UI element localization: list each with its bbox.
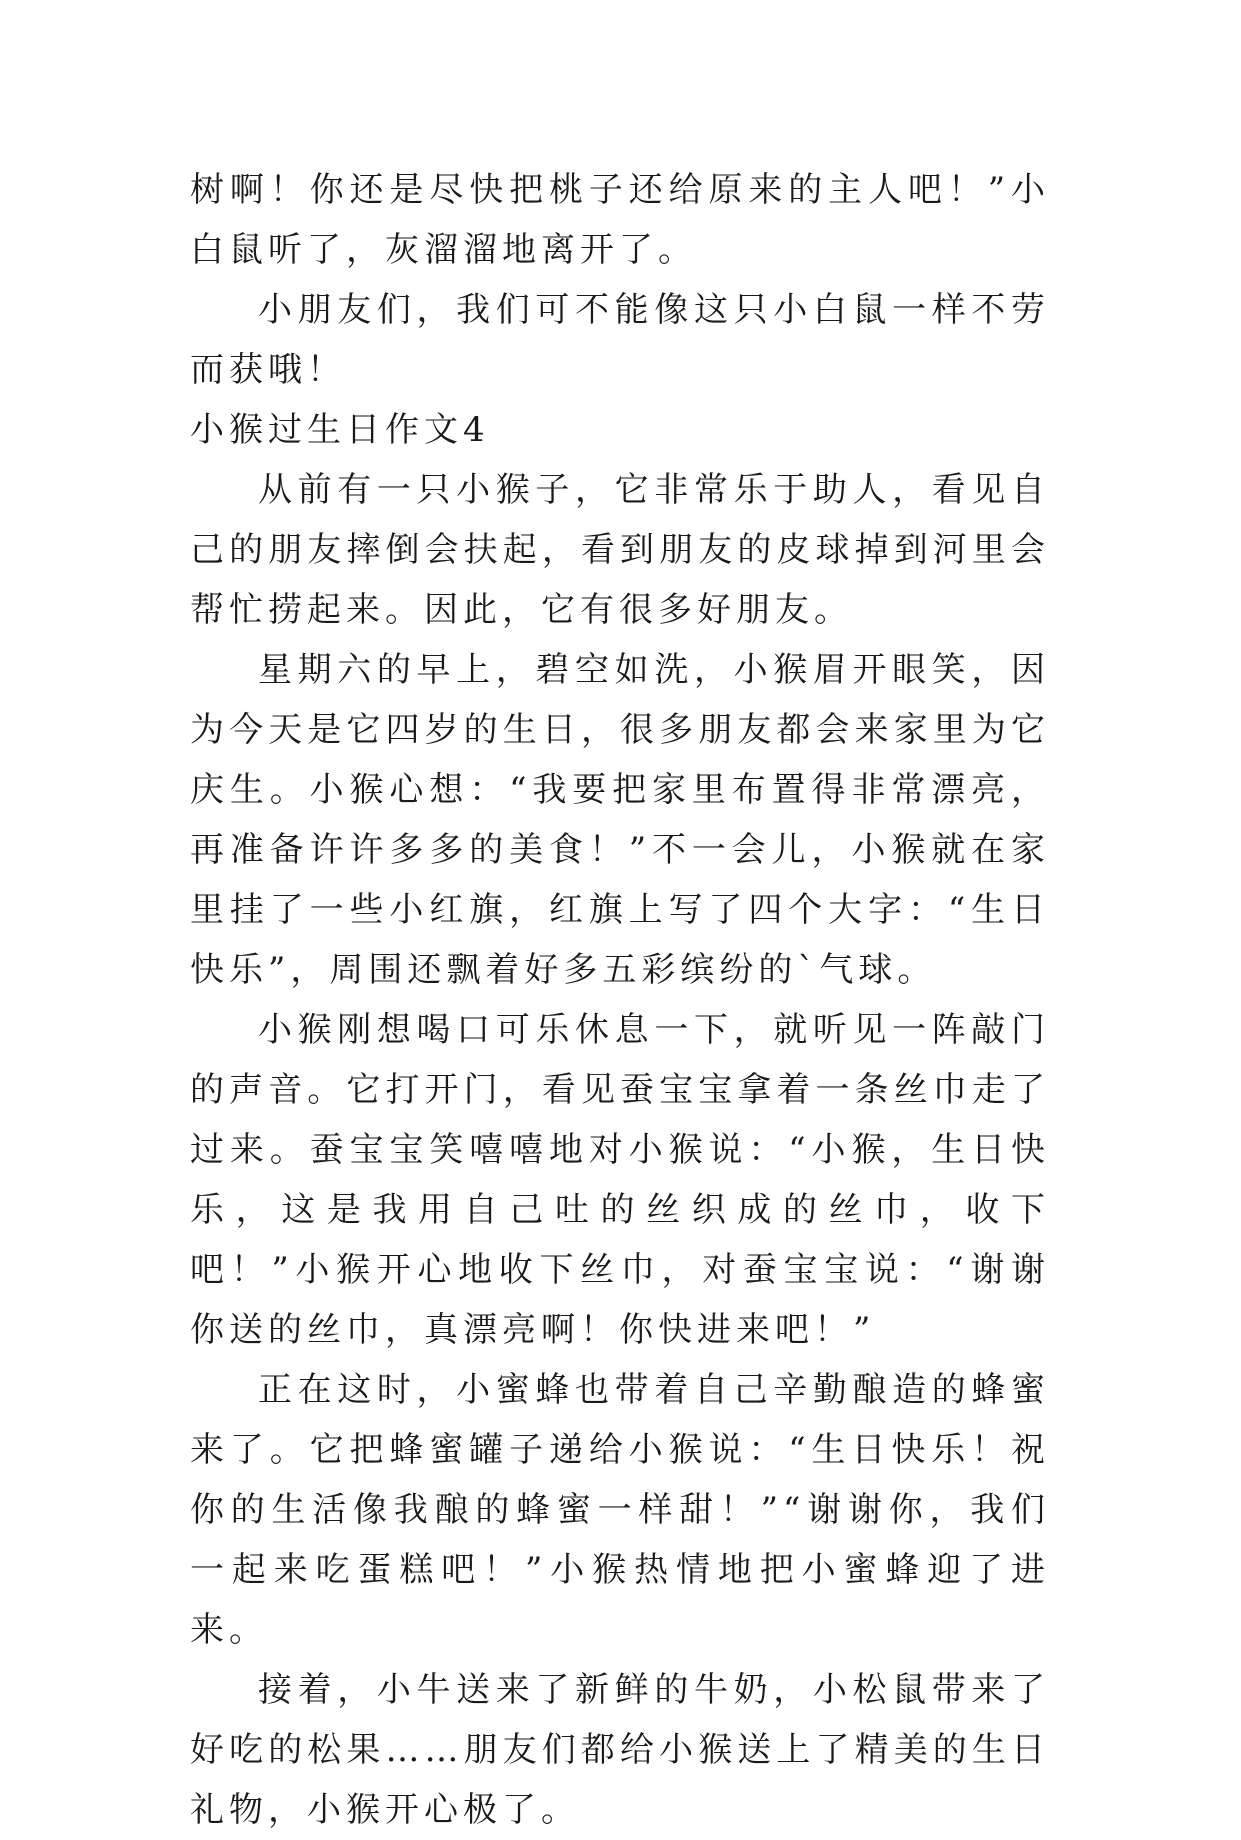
section-title: 小猴过生日作文4: [190, 410, 490, 450]
body-paragraph-5: 接着，小牛送来了新鲜的牛奶，小松鼠带来了好吃的松果……朋友们都给小猴送上了精美的生日礼物，小猴开心极了。: [190, 1670, 1050, 1830]
body-paragraph-4: 正在这时，小蜜蜂也带着自己辛勤酿造的蜂蜜来了。它把蜂蜜罐子递给小猴说：“生日快乐！祝你的生活像我酿的蜂蜜一样甜！”“谢谢你，我们一起来吃蛋糕吧！”小猴热情地把小蜜蜂迎了进来。: [190, 1370, 1050, 1650]
body-paragraph-2: 星期六的早上，碧空如洗，小猴眉开眼笑，因为今天是它四岁的生日，很多朋友都会来家里为它庆生。小猴心想：“我要把家里布置得非常漂亮，再准备许许多多的美食！”不一会儿，小猴就在家里挂了一些小红旗，红旗上写了四个大字：“生日快乐”，周围还飘着好多五彩缤纷的`气球。: [190, 650, 1050, 990]
document-body: [190, 160, 1050, 1840]
body-paragraph-1: 从前有一只小猴子，它非常乐于助人，看见自己的朋友摔倒会扶起，看到朋友的皮球掉到河里会帮忙捞起来。因此，它有很多好朋友。: [190, 470, 1050, 630]
paragraph-continuation: 树啊！你还是尽快把桃子还给原来的主人吧！”小白鼠听了，灰溜溜地离开了。: [190, 170, 1050, 270]
paragraph-moral: 小朋友们，我们可不能像这只小白鼠一样不劳而获哦！: [190, 290, 1050, 390]
body-paragraph-3: 小猴刚想喝口可乐休息一下，就听见一阵敲门的声音。它打开门，看见蚕宝宝拿着一条丝巾走了过来。蚕宝宝笑嘻嘻地对小猴说：“小猴，生日快乐，这是我用自己吐的丝织成的丝巾，收下吧！”小猴开心地收下丝巾，对蚕宝宝说：“谢谢你送的丝巾，真漂亮啊！你快进来吧！”: [190, 1010, 1050, 1350]
